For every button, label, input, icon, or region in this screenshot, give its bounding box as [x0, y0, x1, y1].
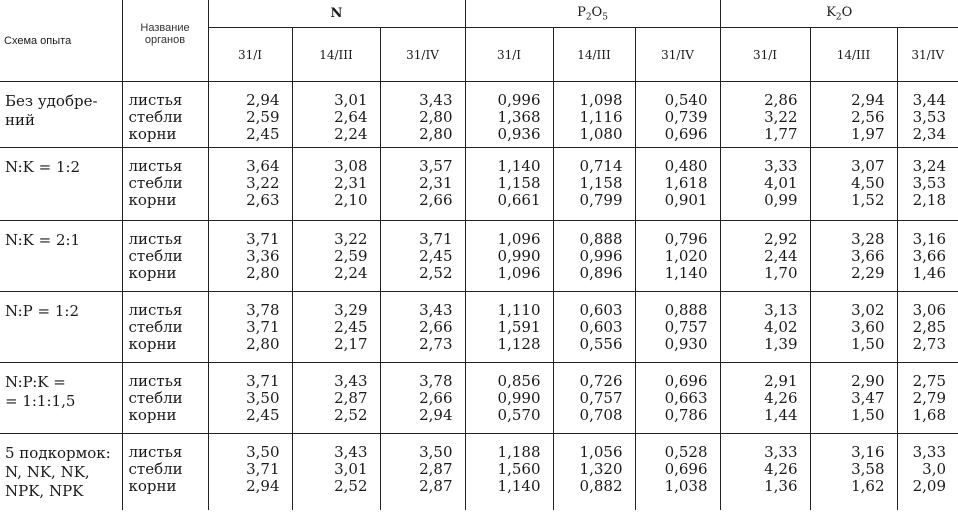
value-cell: [810, 148, 897, 221]
value: 0,603: [579, 301, 623, 319]
value: 3,43: [419, 301, 453, 319]
organ-label: корни: [128, 191, 177, 209]
header-date: 14/III: [810, 28, 897, 82]
header-group-p2o5: $P_2O_5$: [465, 0, 720, 28]
value: 0,996: [579, 247, 623, 265]
header-date: 14/III: [553, 28, 635, 82]
value: 0,996: [497, 91, 541, 109]
scheme-cell: [0, 434, 122, 510]
value: 2,66: [419, 389, 453, 407]
value: 2,45: [246, 406, 280, 424]
organ-label: стебли: [128, 460, 183, 478]
value: 2,80: [246, 264, 280, 282]
value: 3,22: [246, 174, 280, 192]
value-cell: [810, 434, 897, 510]
value: 2,24: [334, 125, 368, 143]
value-cell: [380, 221, 465, 292]
value: 2,87: [419, 460, 453, 478]
value: 3,16: [851, 443, 885, 461]
value: 3,08: [334, 157, 368, 175]
scheme-line: Без удобре-: [5, 92, 98, 110]
value: 2,92: [764, 230, 798, 248]
value: 0,661: [497, 191, 541, 209]
value: 3,33: [764, 443, 798, 461]
header-group-k2o: $K_2O$: [720, 0, 958, 28]
table-row: [0, 434, 958, 510]
value-cell: [465, 292, 553, 363]
header-date: 31/I: [465, 28, 553, 82]
value-cell: [897, 82, 958, 148]
value: 1,52: [851, 191, 885, 209]
value: 2,18: [912, 191, 947, 209]
value-cell: [720, 148, 810, 221]
scheme-line: N, NK, NK,: [5, 463, 90, 481]
value: 0,856: [497, 372, 541, 390]
organ-label: листья: [128, 301, 183, 319]
value-cell: [465, 221, 553, 292]
value: 2,45: [334, 318, 368, 336]
value: 1,70: [764, 264, 798, 282]
value: 1,68: [912, 406, 947, 424]
value-cell: [720, 363, 810, 434]
value: 2,63: [246, 191, 280, 209]
value: 4,01: [764, 174, 798, 192]
value: 2,66: [419, 191, 453, 209]
value-cell: [897, 148, 958, 221]
value: 1,098: [579, 91, 623, 109]
value: 2,17: [334, 335, 368, 353]
value-cell: [553, 292, 635, 363]
value: 0,990: [497, 247, 541, 265]
value-cell: [380, 434, 465, 510]
value: 2,91: [764, 372, 798, 390]
scheme-cell: [0, 292, 122, 363]
value: 0,726: [579, 372, 623, 390]
value: 3,13: [764, 301, 798, 319]
value: 1,97: [851, 125, 885, 143]
value: 2,52: [334, 406, 368, 424]
value-cell: [292, 363, 380, 434]
value: 2,45: [246, 125, 280, 143]
value: 3,43: [334, 372, 368, 390]
organs-cell: [122, 221, 208, 292]
organ-label: листья: [128, 230, 183, 248]
value: 0,528: [664, 443, 708, 461]
value: 2,94: [419, 406, 453, 424]
value: 0,603: [579, 318, 623, 336]
value: 0,786: [664, 406, 708, 424]
header-date: 31/I: [208, 28, 292, 82]
header-date: 31/IV: [635, 28, 720, 82]
value: 2,87: [334, 389, 368, 407]
scheme-cell: [0, 82, 122, 148]
table-row: [0, 292, 958, 363]
header-date: 31/IV: [897, 28, 958, 82]
value-cell: [897, 292, 958, 363]
value: 2,80: [419, 125, 453, 143]
value: 3,43: [419, 91, 453, 109]
value: 0,796: [664, 230, 708, 248]
organ-label: листья: [128, 372, 183, 390]
scheme-line: N:P:K =: [5, 373, 66, 391]
value: 3,29: [334, 301, 368, 319]
value-cell: [810, 221, 897, 292]
value-cell: [553, 434, 635, 510]
value-cell: [720, 221, 810, 292]
value: 3,60: [851, 318, 885, 336]
value-cell: [380, 292, 465, 363]
value: 0,990: [497, 389, 541, 407]
organs-cell: [122, 363, 208, 434]
value-cell: [208, 82, 292, 148]
organ-label: корни: [128, 264, 177, 282]
value-cell: [720, 434, 810, 510]
value: 0,739: [664, 108, 708, 126]
value: 3,50: [246, 389, 280, 407]
value: 2,24: [334, 264, 368, 282]
value-cell: [553, 221, 635, 292]
value-cell: [635, 434, 720, 510]
value: 2,29: [851, 264, 885, 282]
value: 0,757: [579, 389, 623, 407]
scheme-line: = 1:1:1,5: [5, 392, 76, 410]
value: 1,46: [912, 264, 947, 282]
table-row: [0, 363, 958, 434]
value-cell: [380, 148, 465, 221]
organs-cell: [122, 434, 208, 510]
value: 3,43: [334, 443, 368, 461]
value: 3,71: [246, 372, 280, 390]
table-body: [0, 82, 958, 510]
value: 1,158: [497, 174, 541, 192]
value: 3,47: [851, 389, 885, 407]
value: 0,663: [664, 389, 708, 407]
scheme-cell: [0, 363, 122, 434]
value: 3,71: [246, 460, 280, 478]
value: 3,24: [912, 157, 947, 175]
value: 3,01: [334, 460, 368, 478]
value: 2,94: [246, 91, 280, 109]
value: 0,480: [664, 157, 708, 175]
value: 0,570: [497, 406, 541, 424]
header-date: 31/I: [720, 28, 810, 82]
value-cell: [208, 292, 292, 363]
value-cell: [292, 292, 380, 363]
value: 3,50: [246, 443, 280, 461]
value: 0,696: [664, 460, 708, 478]
value: 1,50: [851, 335, 885, 353]
scheme-line: N:K = 1:2: [5, 158, 81, 176]
value: 0,696: [664, 125, 708, 143]
value-cell: [208, 363, 292, 434]
organs-cell: [122, 82, 208, 148]
value: 1,140: [497, 477, 541, 495]
value: 1,44: [764, 406, 798, 424]
value-cell: [897, 363, 958, 434]
value-cell: [465, 82, 553, 148]
value-cell: [380, 363, 465, 434]
value: 1,591: [497, 318, 541, 336]
value-cell: [465, 363, 553, 434]
value: 0,757: [664, 318, 708, 336]
value: 4,02: [764, 318, 798, 336]
value: 3,53: [912, 174, 947, 192]
value: 2,45: [419, 247, 453, 265]
value: 2,10: [334, 191, 368, 209]
organ-label: корни: [128, 125, 177, 143]
value: 2,59: [246, 108, 280, 126]
value-cell: [208, 148, 292, 221]
value: 1,368: [497, 108, 541, 126]
value: 2,75: [912, 372, 947, 390]
organ-label: стебли: [128, 318, 183, 336]
value: 3,02: [851, 301, 885, 319]
organs-cell: [122, 292, 208, 363]
organ-label: корни: [128, 477, 177, 495]
value: 2,80: [246, 335, 280, 353]
value: 1,056: [579, 443, 623, 461]
value: 2,79: [912, 389, 947, 407]
value: 1,096: [497, 264, 541, 282]
value-cell: [635, 363, 720, 434]
value-cell: [208, 434, 292, 510]
value: 3,16: [912, 230, 947, 248]
value-cell: [292, 148, 380, 221]
value: 3,71: [246, 230, 280, 248]
value: 4,50: [851, 174, 885, 192]
value: 4,26: [764, 389, 798, 407]
organ-label: стебли: [128, 174, 183, 192]
value: 0,888: [664, 301, 708, 319]
value-cell: [720, 292, 810, 363]
organ-label: корни: [128, 335, 177, 353]
value: 3,71: [419, 230, 453, 248]
value: 1,320: [579, 460, 623, 478]
value: 2,87: [419, 477, 453, 495]
value: 3,78: [246, 301, 280, 319]
value-cell: [553, 148, 635, 221]
value: 0,540: [664, 91, 708, 109]
value: 2,94: [246, 477, 280, 495]
value: 1,140: [664, 264, 708, 282]
value: 0,936: [497, 125, 541, 143]
value: 0,799: [579, 191, 623, 209]
value: 3,33: [912, 443, 947, 461]
value: 1,038: [664, 477, 708, 495]
value: 2,86: [764, 91, 798, 109]
value: 1,116: [579, 108, 623, 126]
scheme-cell: [0, 148, 122, 221]
value-cell: [465, 434, 553, 510]
value: 0,882: [579, 477, 623, 495]
value: 3,50: [419, 443, 453, 461]
table-row: [0, 221, 958, 292]
value-cell: [897, 221, 958, 292]
value: 0,99: [764, 191, 798, 209]
value: 0,888: [579, 230, 623, 248]
value: 2,90: [851, 372, 885, 390]
value: 1,560: [497, 460, 541, 478]
organ-label: листья: [128, 157, 183, 175]
value: 1,36: [764, 477, 798, 495]
organ-label: корни: [128, 406, 177, 424]
value: 2,73: [419, 335, 453, 353]
value-cell: [292, 434, 380, 510]
value: 1,128: [497, 335, 541, 353]
organ-label: стебли: [128, 247, 183, 265]
value-cell: [810, 363, 897, 434]
header-group-n: N: [208, 0, 465, 28]
value: 2,59: [334, 247, 368, 265]
value: 0,930: [664, 335, 708, 353]
scheme-line: N:P = 1:2: [5, 302, 79, 320]
value: 2,52: [334, 477, 368, 495]
value: 3,07: [851, 157, 885, 175]
value-cell: [635, 221, 720, 292]
value: 1,618: [664, 174, 708, 192]
value: 3,22: [334, 230, 368, 248]
value: 2,66: [419, 318, 453, 336]
value-cell: [292, 82, 380, 148]
value: 0,708: [579, 406, 623, 424]
value: 2,94: [851, 91, 885, 109]
value: 3,58: [851, 460, 885, 478]
value: 1,50: [851, 406, 885, 424]
scheme-cell: [0, 221, 122, 292]
organs-cell: [122, 148, 208, 221]
value: 1,62: [851, 477, 885, 495]
value: 3,66: [851, 247, 885, 265]
value: 3,36: [246, 247, 280, 265]
value: 2,73: [912, 335, 947, 353]
value: 0,901: [664, 191, 708, 209]
value-cell: [897, 434, 958, 510]
value: 3,22: [764, 108, 798, 126]
value-cell: [810, 292, 897, 363]
value: 3,53: [912, 108, 947, 126]
value: 3,0: [922, 460, 947, 478]
organ-label: стебли: [128, 108, 183, 126]
header-date: 14/III: [292, 28, 380, 82]
value: 0,714: [579, 157, 623, 175]
scheme-line: NPK, NPK: [5, 482, 84, 500]
value: 3,64: [246, 157, 280, 175]
value-cell: [553, 363, 635, 434]
scheme-line: N:K = 2:1: [5, 231, 81, 249]
value: 2,64: [334, 108, 368, 126]
value: 0,696: [664, 372, 708, 390]
value-cell: [635, 148, 720, 221]
scheme-line: ний: [5, 111, 35, 129]
value: 2,09: [912, 477, 947, 495]
value: 1,080: [579, 125, 623, 143]
organ-label: стебли: [128, 389, 183, 407]
value: 2,56: [851, 108, 885, 126]
value: 3,01: [334, 91, 368, 109]
value: 2,34: [912, 125, 947, 143]
value: 1,39: [764, 335, 798, 353]
value: 3,57: [419, 157, 453, 175]
value-cell: [635, 292, 720, 363]
value: 0,896: [579, 264, 623, 282]
value: 1,158: [579, 174, 623, 192]
header-date: 31/IV: [380, 28, 465, 82]
value: 1,096: [497, 230, 541, 248]
value: 2,85: [912, 318, 947, 336]
value: 1,77: [764, 125, 798, 143]
scheme-line: 5 подкормок:: [5, 444, 111, 462]
header-organs: Название органов: [122, 0, 208, 82]
value: 1,140: [497, 157, 541, 175]
value: 4,26: [764, 460, 798, 478]
value: 1,020: [664, 247, 708, 265]
value: 3,66: [912, 247, 947, 265]
organ-label: листья: [128, 443, 183, 461]
value: 2,80: [419, 108, 453, 126]
value: 3,06: [912, 301, 947, 319]
value: 2,31: [419, 174, 453, 192]
value-cell: [208, 221, 292, 292]
organ-label: листья: [128, 91, 183, 109]
value-cell: [720, 82, 810, 148]
value: 2,52: [419, 264, 453, 282]
value: 1,188: [497, 443, 541, 461]
value-cell: [810, 82, 897, 148]
value: 2,31: [334, 174, 368, 192]
header-scheme: Схема опыта: [0, 0, 122, 82]
table-row: [0, 82, 958, 148]
value: 3,71: [246, 318, 280, 336]
value: 2,44: [764, 247, 798, 265]
value: 3,44: [912, 91, 947, 109]
value-cell: [292, 221, 380, 292]
value-cell: [635, 82, 720, 148]
value: 3,33: [764, 157, 798, 175]
value-cell: [553, 82, 635, 148]
value: 0,556: [579, 335, 623, 353]
value: 1,110: [497, 301, 541, 319]
value: 3,78: [419, 372, 453, 390]
value-cell: [465, 148, 553, 221]
value-cell: [380, 82, 465, 148]
value: 3,28: [851, 230, 885, 248]
table-row: [0, 148, 958, 221]
